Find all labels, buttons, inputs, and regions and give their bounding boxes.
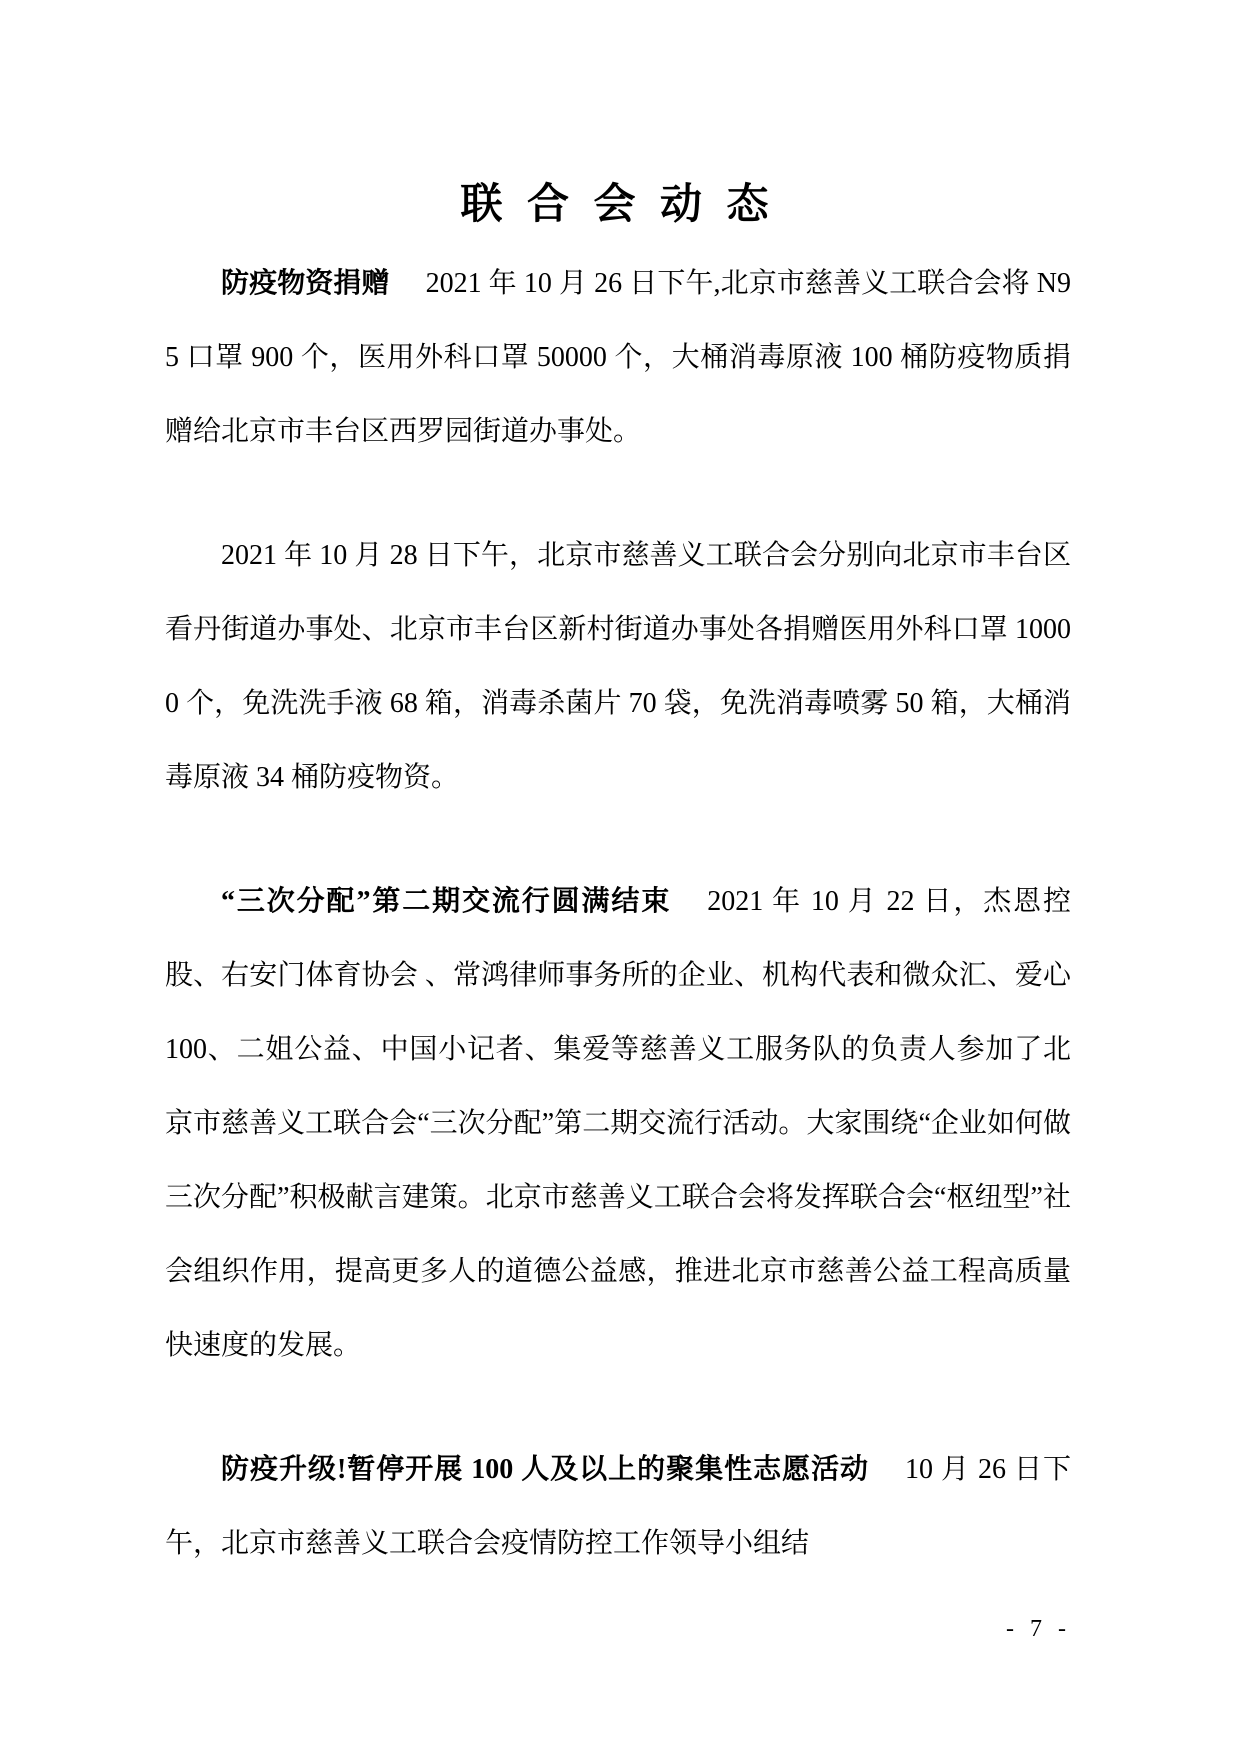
paragraph <box>165 1433 1071 1581</box>
document-title: 联 合 会 动 态 <box>460 182 776 228</box>
paragraph-lead: 防疫物资捐赠 <box>221 267 390 299</box>
paragraph <box>165 865 1071 1383</box>
document-content <box>165 178 1071 1581</box>
paragraph-text: 2021 年 10 月 26 日下午,北京市慈善义工联合会将 N95 口罩 900 个，医用外科口罩 50000 个，大桶消毒原液 100 桶防疫物质捐赠给北京市丰台区西罗园街道办事处。 <box>165 267 1071 447</box>
paragraph-text: 2021 年 10 月 28 日下午，北京市慈善义工联合会分别向北京市丰台区看丹街道办事处、北京市丰台区新村街道办事处各捐赠医用外科口罩 10000 个，免洗洗手液 68 箱，消毒杀菌片 70 袋，免洗消毒喷雾 50 箱，大桶消毒原液 34 桶防疫物资。 <box>165 539 1071 793</box>
paragraph <box>165 247 1071 469</box>
paragraph-lead: 防疫升级!暂停开展 100 人及以上的聚集性志愿活动 <box>221 1453 870 1485</box>
paragraph-text: 2021 年 10 月 22 日，杰恩控股、右安门体育协会 、常鸿律师事务所的企业、机构代表和微众汇、爱心 100、二姐公益、中国小记者、集爱等慈善义工服务队的负责人参加了北京市慈善义工联合会“三次分配”第二期交流行活动。大家围绕“企业如何做三次分配”积极献言建策。北京市慈善义工联合会将发挥联合会“枢纽型”社会组织作用，提高更多人的道德公益感，推进北京市慈善公益工程高质量快速度的发展。 <box>165 885 1071 1361</box>
page-number: - 7 - <box>1006 1616 1071 1642</box>
paragraph <box>165 519 1071 815</box>
paragraph-text: 10 月 26 日下午，北京市慈善义工联合会疫情防控工作领导小组结 <box>165 1453 1071 1559</box>
paragraph-lead: “三次分配”第二期交流行圆满结束 <box>221 885 672 917</box>
